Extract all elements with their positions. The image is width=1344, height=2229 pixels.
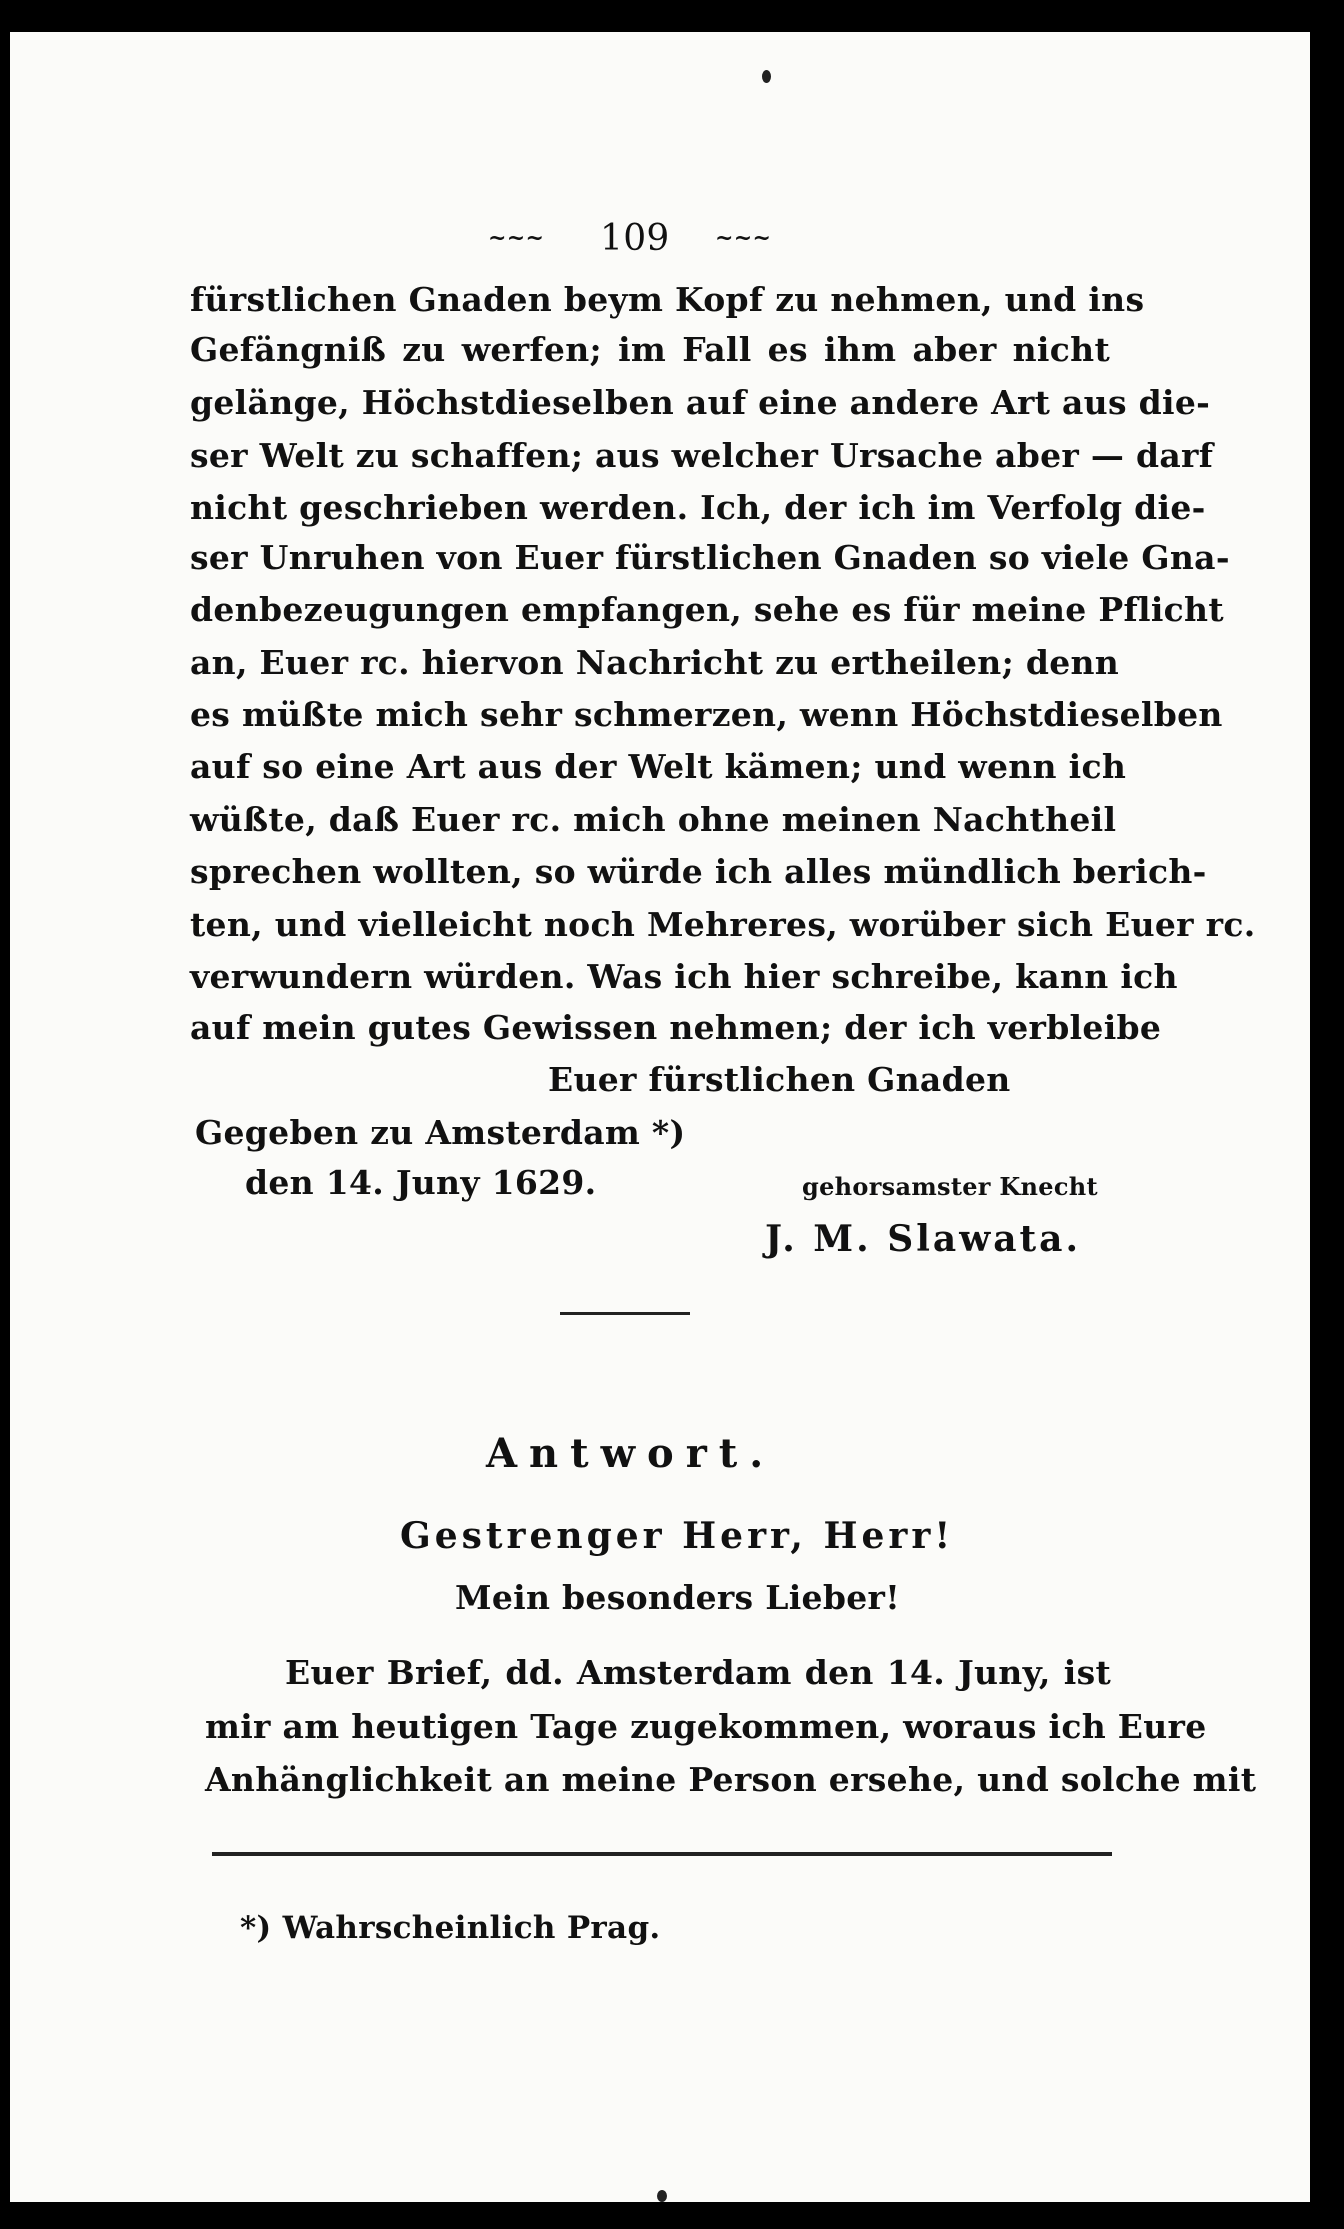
closing-phrase: gehorsamster Knecht xyxy=(802,1172,1098,1201)
speck xyxy=(762,70,771,83)
reply-line: mir am heutigen Tage zugekommen, woraus ich Eure xyxy=(205,1707,1207,1746)
reply-line: Euer Brief, dd. Amsterdam den 14. Juny, ist xyxy=(285,1653,1111,1692)
scan-border-left xyxy=(0,0,10,2229)
header-ornament-right: ~~~ xyxy=(715,225,772,251)
letter-line: fürstlichen Gnaden beym Kopf zu nehmen, und ins xyxy=(190,280,1145,319)
letter-line: sprechen wollten, so würde ich alles mündlich berich- xyxy=(190,852,1207,891)
scan-border-right xyxy=(1310,0,1344,2229)
signature: J. M. Slawata. xyxy=(765,1218,1082,1260)
section-divider xyxy=(560,1312,690,1315)
reply-heading: Antwort. xyxy=(486,1430,776,1477)
reply-line: Anhänglichkeit an meine Person ersehe, und solche mit xyxy=(205,1760,1257,1799)
footnote: *) Wahrscheinlich Prag. xyxy=(240,1910,661,1946)
page-number: 109 xyxy=(600,218,670,259)
letter-line: an, Euer rc. hiervon Nachricht zu ertheilen; denn xyxy=(190,643,1120,682)
letter-line: denbezeugungen empfangen, sehe es für meine Pflicht xyxy=(190,590,1224,629)
reply-salutation-2: Mein besonders Lieber! xyxy=(455,1578,900,1617)
letter-line: Gefängniß zu werfen; im Fall es ihm aber nicht xyxy=(190,330,1110,369)
header-ornament-left: ~~~ xyxy=(488,225,545,251)
letter-date: den 14. Juny 1629. xyxy=(245,1163,597,1202)
letter-line: auf mein gutes Gewissen nehmen; der ich verbleibe xyxy=(190,1008,1162,1047)
speck xyxy=(657,2190,667,2202)
letter-line: auf so eine Art aus der Welt kämen; und wenn ich xyxy=(190,747,1127,786)
letter-line: verwundern würden. Was ich hier schreibe, kann ich xyxy=(190,957,1178,996)
letter-line: gelänge, Höchstdieselben auf eine andere Art aus die- xyxy=(190,383,1211,422)
given-at: Gegeben zu Amsterdam *) xyxy=(195,1113,686,1152)
letter-line: wüßte, daß Euer rc. mich ohne meinen Nachtheil xyxy=(190,800,1117,839)
letter-line: ser Unruhen von Euer fürstlichen Gnaden so viele Gna- xyxy=(190,538,1230,577)
letter-line: es müßte mich sehr schmerzen, wenn Höchstdieselben xyxy=(190,695,1223,734)
letter-line: nicht geschrieben werden. Ich, der ich im Verfolg die- xyxy=(190,488,1206,527)
reply-salutation: Gestrenger Herr, Herr! xyxy=(400,1515,955,1557)
scan-border-top xyxy=(0,0,1344,32)
closing-salutation: Euer fürstlichen Gnaden xyxy=(548,1060,1011,1099)
letter-line: ser Welt zu schaffen; aus welcher Ursache aber — darf xyxy=(190,436,1214,475)
letter-line: ten, und vielleicht noch Mehreres, worüber sich Euer rc. xyxy=(190,905,1256,944)
scan-border-bottom xyxy=(0,2202,1344,2229)
footnote-rule xyxy=(212,1852,1112,1856)
